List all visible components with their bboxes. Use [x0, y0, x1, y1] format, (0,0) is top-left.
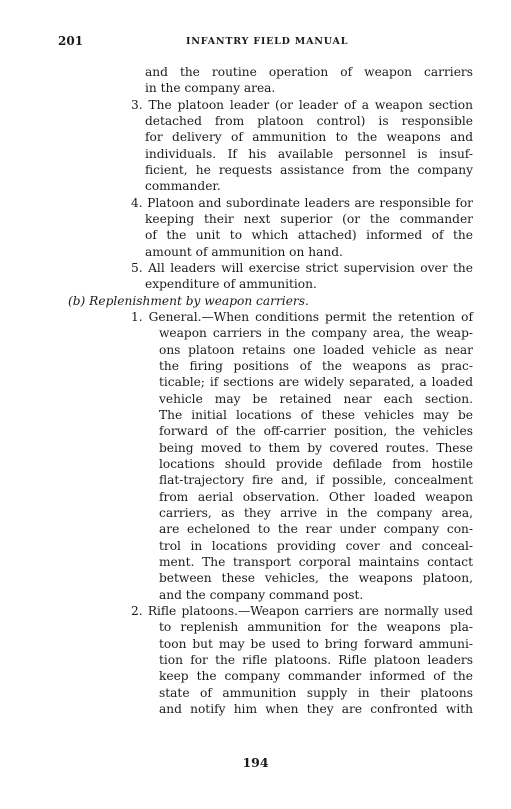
text-line: 2. Rifle platoons.—Weapon carriers are normally used — [131, 604, 473, 618]
text-line: trol in locations providing cover and conceal- — [159, 539, 473, 553]
text-line: expenditure of ammunition. — [145, 277, 317, 291]
text-line: to replenish ammunition for the weapons pla- — [159, 620, 473, 634]
text-line: detached from platoon control) is responsible — [145, 114, 473, 128]
text-line: 5. All leaders will exercise strict supervision over the — [131, 261, 473, 275]
text-line: keeping their next superior (or the commander — [145, 212, 473, 226]
text-line: weapon carriers in the company area, the weap- — [159, 326, 473, 340]
text-line: in the company area. — [145, 81, 276, 95]
text-line: for delivery of ammunition to the weapons and — [145, 130, 473, 144]
text-line: from aerial observation. Other loaded weapon — [159, 490, 473, 504]
text-line: forward of the off-carrier position, the vehicles — [159, 424, 473, 438]
text-line: locations should provide defilade from hostile — [159, 457, 473, 471]
text-line: ficient, he requests assistance from the company — [145, 163, 473, 177]
text-line: carriers, as they arrive in the company area, — [159, 506, 473, 520]
text-line: amount of ammunition on hand. — [145, 245, 343, 259]
text-line: individuals. If his available personnel is insuf- — [145, 147, 473, 161]
text-line: The initial locations of these vehicles may be — [159, 408, 473, 422]
page-header — [0, 34, 511, 54]
text-line: vehicle may be retained near each section. — [159, 392, 473, 406]
text-line: 1. General.—When conditions permit the retention of — [131, 310, 473, 324]
text-line: 3. The platoon leader (or leader of a weapon section — [131, 98, 473, 112]
page-number: 201 — [58, 34, 84, 48]
text-line: and the routine operation of weapon carriers — [145, 65, 473, 79]
text-line: ment. The transport corporal maintains contact — [159, 555, 473, 569]
text-line: flat-trajectory fire and, if possible, concealment — [159, 473, 473, 487]
text-line: 4. Platoon and subordinate leaders are responsible for — [131, 196, 473, 210]
text-line: and the company command post. — [159, 588, 364, 602]
text-line: toon but may be used to bring forward ammuni- — [159, 637, 473, 651]
text-line: being moved to them by covered routes. These — [159, 441, 473, 455]
text-line: state of ammunition supply in their platoons — [159, 686, 473, 700]
text-line: commander. — [145, 179, 221, 193]
running-title: INFANTRY FIELD MANUAL — [186, 36, 349, 47]
text-line: keep the company commander informed of the — [159, 669, 473, 683]
text-line: and notify him when they are confronted with — [159, 702, 473, 716]
text-line: are echeloned to the rear under company con- — [159, 522, 473, 536]
text-line: tion for the rifle platoons. Rifle platoon leaders — [159, 653, 473, 667]
text-line: the firing positions of the weapons as prac- — [159, 359, 473, 373]
text-line: of the unit to which attached) informed of the — [145, 228, 473, 242]
text-line: ons platoon retains one loaded vehicle as near — [159, 343, 473, 357]
page-folio: 194 — [242, 755, 269, 770]
section-heading: (b) Replenishment by weapon carriers. — [68, 294, 309, 308]
text-line: between these vehicles, the weapons platoon, — [159, 571, 473, 585]
text-line: ticable; if sections are widely separated, a loaded — [159, 375, 473, 389]
